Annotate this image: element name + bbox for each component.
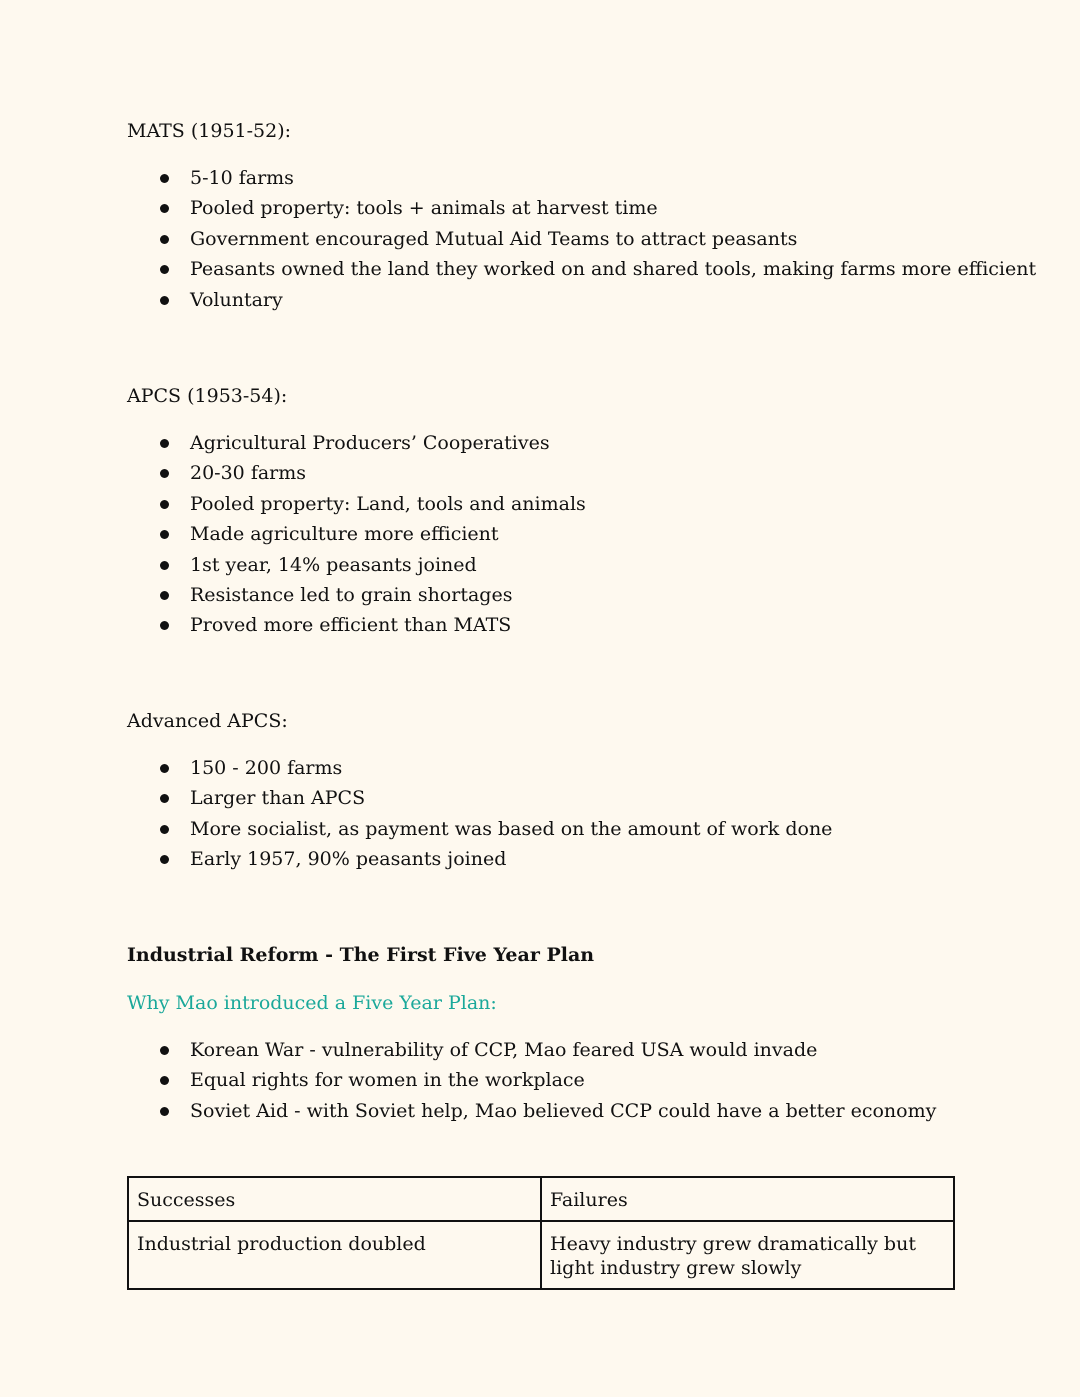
list-item: Resistance led to grain shortages [127,580,957,610]
bullet-icon [160,469,169,478]
five-year-plan-bullet-list [127,1035,957,1126]
list-item: Early 1957, 90% peasants joined [127,844,957,874]
list-item: Made agriculture more efficient [127,519,957,549]
bullet-icon [160,530,169,539]
bullet-icon [160,265,169,274]
bullet-icon [160,561,169,570]
table-header-successes: Successes [128,1177,541,1221]
list-item: More socialist, as payment was based on the amount of work done [127,814,957,844]
list-item: Proved more efficient than MATS [127,610,957,640]
list-item: Agricultural Producers’ Cooperatives [127,428,957,458]
bullet-icon [160,591,169,600]
bullet-icon [160,439,169,448]
list-item: Government encouraged Mutual Aid Teams to attract peasants [127,224,957,254]
list-item: 1st year, 14% peasants joined [127,550,957,580]
section-title-apcs: APCS (1953-54): [127,385,288,407]
bullet-icon [160,296,169,305]
bullet-icon [160,1076,169,1085]
list-item: Pooled property: Land, tools and animals [127,489,957,519]
list-item: Korean War - vulnerability of CCP, Mao feared USA would invade [127,1035,957,1065]
five-year-plan-subheading: Why Mao introduced a Five Year Plan: [127,992,497,1014]
bullet-icon [160,855,169,864]
section-title-advanced-apcs: Advanced APCS: [127,710,288,732]
bullet-icon [160,764,169,773]
mats-bullet-list [127,163,1037,315]
advanced-apcs-bullet-list [127,753,957,875]
table-header-row [128,1177,954,1221]
table-cell: Industrial production doubled [128,1221,541,1289]
list-item: Soviet Aid - with Soviet help, Mao believed CCP could have a better economy [127,1096,957,1126]
bullet-icon [160,235,169,244]
bullet-icon [160,204,169,213]
list-item: Equal rights for women in the workplace [127,1065,957,1095]
table-header-failures: Failures [541,1177,954,1221]
bullet-icon [160,1107,169,1116]
list-item: Larger than APCS [127,783,957,813]
list-item: Peasants owned the land they worked on and shared tools, making farms more efficient [127,254,957,284]
section-title-mats: MATS (1951-52): [127,120,292,142]
successes-failures-table [127,1176,955,1290]
list-item: 20-30 farms [127,458,957,488]
bullet-icon [160,500,169,509]
industrial-reform-heading: Industrial Reform - The First Five Year Plan [127,944,595,966]
bullet-icon [160,174,169,183]
bullet-icon [160,621,169,630]
bullet-icon [160,825,169,834]
list-item: Voluntary [127,285,957,315]
table-row [128,1221,954,1289]
bullet-icon [160,794,169,803]
list-item: 5-10 farms [127,163,957,193]
bullet-icon [160,1046,169,1055]
apcs-bullet-list [127,428,957,641]
list-item: Pooled property: tools + animals at harvest time [127,193,957,223]
table-cell: Heavy industry grew dramatically but light industry grew slowly [541,1221,954,1289]
list-item: 150 - 200 farms [127,753,957,783]
